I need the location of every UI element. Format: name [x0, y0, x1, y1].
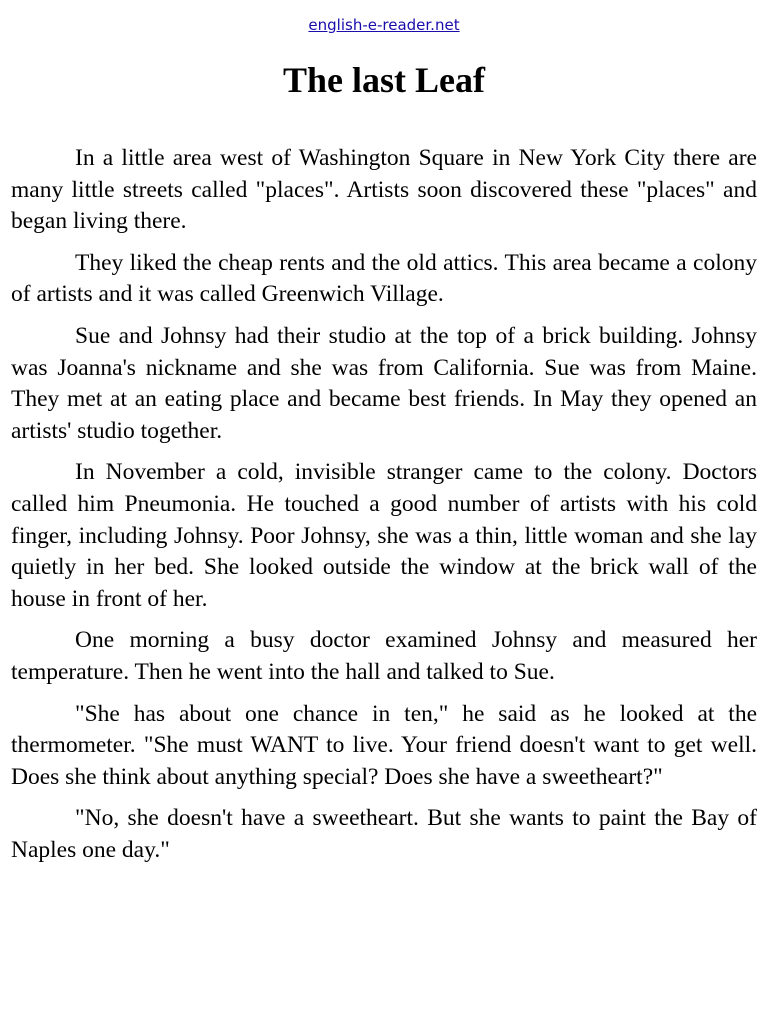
page-title: The last Leaf — [283, 60, 485, 100]
paragraph-7: "No, she doesn't have a sweetheart. But she wants to paint the Bay of Naples one day." — [11, 805, 757, 863]
site-link[interactable]: english-e-reader.net — [308, 16, 460, 34]
paragraph-3: Sue and Johnsy had their studio at the top of a brick building. Johnsy was Joanna's nickname and she was from California. Sue was from Maine. They met at an eating place and became best friends. In May they opened an artists' studio together. — [11, 322, 757, 444]
paragraph-2: They liked the cheap rents and the old attics. This area became a colony of artists and it was called Greenwich Village. — [11, 249, 757, 308]
story-body — [11, 143, 757, 876]
paragraph-5: One morning a busy doctor examined Johnsy and measured her temperature. Then he went into the hall and talked to Sue. — [11, 627, 757, 685]
paragraph-6: "She has about one chance in ten," he said as he looked at the thermometer. "She must WANT to live. Your friend doesn't want to get well. Does she think about anything special? Does she have a sweetheart?" — [11, 700, 757, 790]
paragraph-1: In a little area west of Washington Square in New York City there are many little streets called "places". Artists soon discovered these "places" and began living there. — [11, 145, 757, 235]
paragraph-4: In November a cold, invisible stranger came to the colony. Doctors called him Pneumonia. He touched a good number of artists with his cold finger, including Johnsy. Poor Johnsy, she was a thin, little woman and she lay quietly in her bed. She looked outside the window at the brick wall of the house in front of her. — [11, 459, 757, 612]
